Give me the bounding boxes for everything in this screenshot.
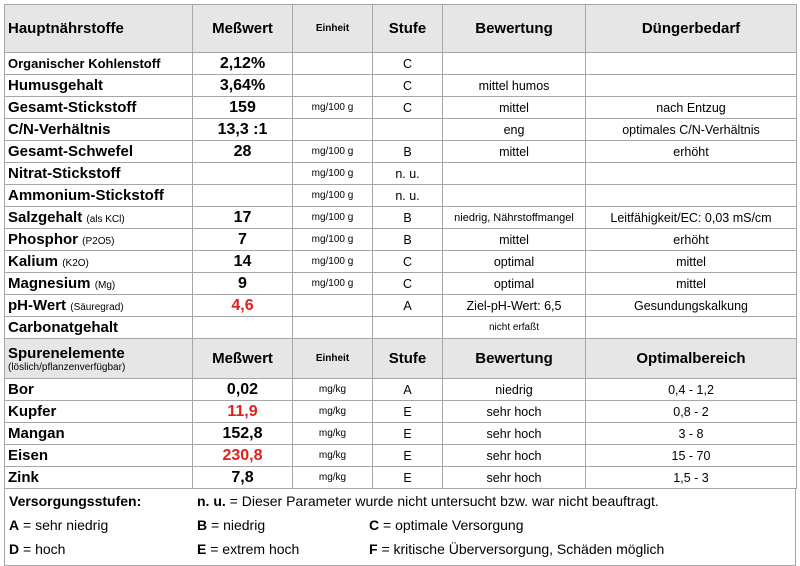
table-row — [5, 53, 797, 75]
header-unit: Einheit — [293, 5, 373, 53]
parameter-sublabel: (K2O) — [62, 258, 89, 269]
level-cell: B — [373, 141, 443, 163]
measured-value: 7,8 — [193, 467, 293, 489]
legend — [4, 489, 796, 566]
legend-title: Versorgungsstufen: — [9, 493, 142, 509]
fertilizer-need-cell: mittel — [586, 251, 797, 273]
level-cell: B — [373, 229, 443, 251]
rating-cell: sehr hoch — [443, 423, 586, 445]
fertilizer-need-cell: erhöht — [586, 141, 797, 163]
element-name: Zink — [5, 467, 193, 489]
table-row — [5, 163, 797, 185]
measured-value: 4,6 — [193, 295, 293, 317]
measured-value — [193, 317, 293, 339]
level-cell: n. u. — [373, 185, 443, 207]
parameter-name — [5, 75, 193, 97]
legend-a: A = sehr niedrig — [9, 517, 109, 533]
parameter-label: Carbonatgehalt — [8, 319, 119, 336]
measured-value: 152,8 — [193, 423, 293, 445]
trace-header-value: Meßwert — [193, 339, 293, 379]
rating-cell — [443, 53, 586, 75]
table-row — [5, 119, 797, 141]
measured-value: 14 — [193, 251, 293, 273]
optimal-range-cell: 0,4 - 1,2 — [586, 379, 797, 401]
results-table — [4, 4, 797, 489]
rating-cell: eng — [443, 119, 586, 141]
header-main-nutrients: Hauptnährstoffe — [5, 5, 193, 53]
header-value: Meßwert — [193, 5, 293, 53]
level-cell: B — [373, 207, 443, 229]
level-cell: A — [373, 295, 443, 317]
legend-nu: n. u. = Dieser Parameter wurde nicht untersucht bzw. war nicht beauftragt. — [197, 493, 659, 509]
trace-header-level: Stufe — [373, 339, 443, 379]
header-level: Stufe — [373, 5, 443, 53]
optimal-range-cell: 0,8 - 2 — [586, 401, 797, 423]
parameter-name — [5, 53, 193, 75]
measured-value — [193, 163, 293, 185]
rating-cell: optimal — [443, 251, 586, 273]
parameter-label: Phosphor — [8, 231, 78, 248]
fertilizer-need-cell — [586, 317, 797, 339]
legend-c: C = optimale Versorgung — [369, 517, 524, 533]
level-cell: C — [373, 53, 443, 75]
table-row — [5, 141, 797, 163]
parameter-name — [5, 229, 193, 251]
table-row — [5, 75, 797, 97]
fertilizer-need-cell — [586, 53, 797, 75]
table-row — [5, 185, 797, 207]
measured-value: 2,12% — [193, 53, 293, 75]
fertilizer-need-cell: optimales C/N-Verhältnis — [586, 119, 797, 141]
rating-cell: niedrig, Nährstoffmangel — [443, 207, 586, 229]
measured-value: 28 — [193, 141, 293, 163]
parameter-label: C/N-Verhältnis — [8, 121, 111, 138]
parameter-name — [5, 207, 193, 229]
element-name: Bor — [5, 379, 193, 401]
parameter-label: Salzgehalt — [8, 209, 83, 226]
unit-cell — [293, 119, 373, 141]
parameter-label: Kalium — [8, 253, 59, 270]
parameter-sublabel: (als KCl) — [86, 214, 125, 225]
rating-cell: mittel — [443, 97, 586, 119]
header-trace-elements — [5, 339, 193, 379]
measured-value: 17 — [193, 207, 293, 229]
fertilizer-need-cell: mittel — [586, 273, 797, 295]
measured-value — [193, 185, 293, 207]
table-row — [5, 317, 797, 339]
fertilizer-need-cell — [586, 185, 797, 207]
level-cell: C — [373, 251, 443, 273]
measured-value: 13,3 :1 — [193, 119, 293, 141]
table-row — [5, 295, 797, 317]
unit-cell — [293, 317, 373, 339]
parameter-label: Gesamt-Stickstoff — [8, 99, 137, 116]
unit-cell: mg/kg — [293, 379, 373, 401]
table-row — [5, 379, 797, 401]
unit-cell: mg/100 g — [293, 229, 373, 251]
unit-cell: mg/100 g — [293, 185, 373, 207]
measured-value: 159 — [193, 97, 293, 119]
parameter-name — [5, 251, 193, 273]
fertilizer-need-cell — [586, 163, 797, 185]
parameter-label: Nitrat-Stickstoff — [8, 165, 121, 182]
legend-e: E = extrem hoch — [197, 541, 300, 557]
parameter-label: pH-Wert — [8, 297, 67, 314]
header-rating: Bewertung — [443, 5, 586, 53]
main-header-row — [5, 5, 797, 53]
level-cell — [373, 119, 443, 141]
parameter-name — [5, 317, 193, 339]
rating-cell — [443, 185, 586, 207]
rating-cell: sehr hoch — [443, 445, 586, 467]
measured-value: 230,8 — [193, 445, 293, 467]
unit-cell: mg/100 g — [293, 163, 373, 185]
header-trace-subtitle: (löslich/pflanzenverfügbar) — [8, 361, 126, 373]
table-row — [5, 251, 797, 273]
rating-cell: sehr hoch — [443, 401, 586, 423]
parameter-name — [5, 185, 193, 207]
unit-cell: mg/100 g — [293, 141, 373, 163]
unit-cell: mg/kg — [293, 467, 373, 489]
parameter-label: Ammonium-Stickstoff — [8, 187, 164, 204]
table-row — [5, 445, 797, 467]
unit-cell: mg/kg — [293, 423, 373, 445]
rating-cell: sehr hoch — [443, 467, 586, 489]
level-cell: C — [373, 97, 443, 119]
unit-cell: mg/100 g — [293, 251, 373, 273]
measured-value: 3,64% — [193, 75, 293, 97]
parameter-label: Humusgehalt — [8, 77, 104, 94]
measured-value: 9 — [193, 273, 293, 295]
parameter-label: Organischer Kohlenstoff — [8, 56, 161, 71]
table-row — [5, 467, 797, 489]
table-row — [5, 207, 797, 229]
rating-cell: optimal — [443, 273, 586, 295]
element-name: Eisen — [5, 445, 193, 467]
fertilizer-need-cell: Leitfähigkeit/EC: 0,03 mS/cm — [586, 207, 797, 229]
fertilizer-need-cell — [586, 75, 797, 97]
unit-cell: mg/kg — [293, 401, 373, 423]
parameter-name — [5, 97, 193, 119]
parameter-sublabel: (P2O5) — [82, 236, 115, 247]
rating-cell: mittel — [443, 229, 586, 251]
trace-header-optimal-range: Optimalbereich — [586, 339, 797, 379]
parameter-name — [5, 141, 193, 163]
rating-cell: mittel humos — [443, 75, 586, 97]
unit-cell: mg/100 g — [293, 97, 373, 119]
header-fertilizer-need: Düngerbedarf — [586, 5, 797, 53]
fertilizer-need-cell: Gesundungskalkung — [586, 295, 797, 317]
parameter-label: Magnesium — [8, 275, 91, 292]
parameter-name — [5, 119, 193, 141]
optimal-range-cell: 15 - 70 — [586, 445, 797, 467]
level-cell: E — [373, 445, 443, 467]
trace-header-row — [5, 339, 797, 379]
table-row — [5, 97, 797, 119]
rating-cell: niedrig — [443, 379, 586, 401]
parameter-sublabel: (Mg) — [94, 280, 116, 291]
table-row — [5, 229, 797, 251]
level-cell: C — [373, 75, 443, 97]
unit-cell: mg/kg — [293, 445, 373, 467]
level-cell: E — [373, 467, 443, 489]
element-name: Kupfer — [5, 401, 193, 423]
rating-cell — [443, 163, 586, 185]
level-cell: E — [373, 401, 443, 423]
parameter-label: Gesamt-Schwefel — [8, 143, 134, 160]
table-row — [5, 401, 797, 423]
header-trace-title: Spurenelemente — [8, 344, 125, 362]
measured-value: 0,02 — [193, 379, 293, 401]
parameter-name — [5, 295, 193, 317]
unit-cell: mg/100 g — [293, 273, 373, 295]
trace-header-unit: Einheit — [293, 339, 373, 379]
optimal-range-cell: 1,5 - 3 — [586, 467, 797, 489]
trace-header-rating: Bewertung — [443, 339, 586, 379]
parameter-sublabel: (Säuregrad) — [70, 302, 124, 313]
legend-b: B = niedrig — [197, 517, 266, 533]
legend-f: F = kritische Überversorgung, Schäden möglich — [369, 541, 665, 557]
parameter-name — [5, 163, 193, 185]
table-row — [5, 273, 797, 295]
level-cell — [373, 317, 443, 339]
soil-analysis-report — [4, 4, 796, 566]
measured-value: 7 — [193, 229, 293, 251]
level-cell: A — [373, 379, 443, 401]
rating-cell: Ziel-pH-Wert: 6,5 — [443, 295, 586, 317]
fertilizer-need-cell: erhöht — [586, 229, 797, 251]
rating-cell: mittel — [443, 141, 586, 163]
level-cell: E — [373, 423, 443, 445]
optimal-range-cell: 3 - 8 — [586, 423, 797, 445]
unit-cell — [293, 53, 373, 75]
unit-cell — [293, 75, 373, 97]
rating-cell: nicht erfaßt — [443, 317, 586, 339]
element-name: Mangan — [5, 423, 193, 445]
legend-d: D = hoch — [9, 541, 66, 557]
level-cell: C — [373, 273, 443, 295]
measured-value: 11,9 — [193, 401, 293, 423]
unit-cell — [293, 295, 373, 317]
parameter-name — [5, 273, 193, 295]
table-row — [5, 423, 797, 445]
unit-cell: mg/100 g — [293, 207, 373, 229]
level-cell: n. u. — [373, 163, 443, 185]
fertilizer-need-cell: nach Entzug — [586, 97, 797, 119]
